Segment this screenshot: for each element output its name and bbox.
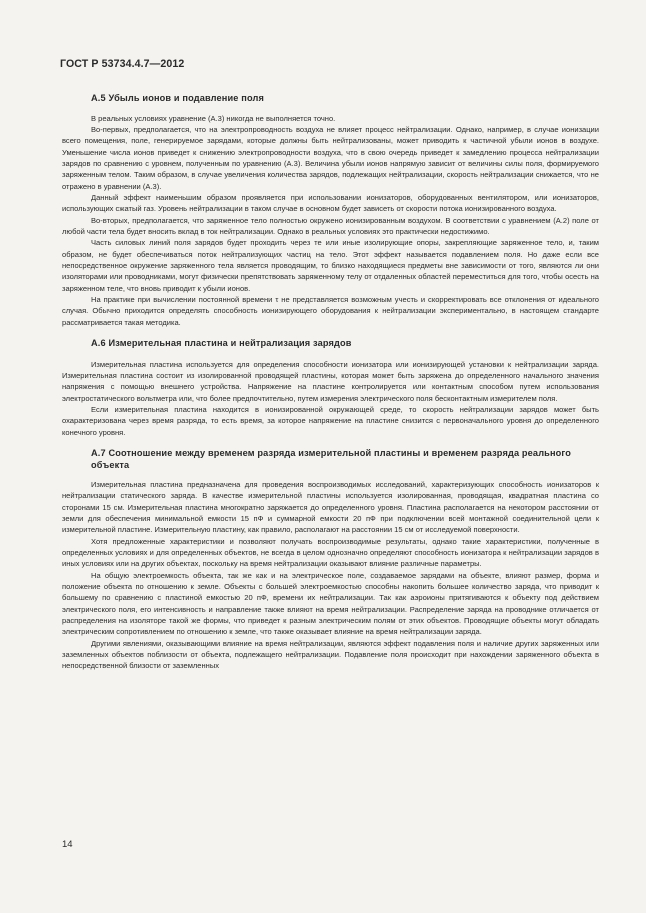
paragraph: Другими явлениями, оказывающими влияние на время нейтрализации, являются эффект подавления поля и наличие других заряженных или заземленных объектов поблизости от объекта, подлежащего нейтрализации. Подавление поля происходит при нахождении заряженного объекта в непосредственной близости от заземленных — [62, 638, 599, 671]
paragraph: Если измерительная пластина находится в ионизированной окружающей среде, то скорость нейтрализации зарядов может быть охарактеризована через время разряда, то есть время, за которое напряжение на пластине снизится с первоначального уровня до определенного конечного уровня. — [62, 404, 599, 437]
section-title: А.5 Убыль ионов и подавление поля — [91, 93, 264, 103]
paragraph: Часть силовых линий поля зарядов будет проходить через те или иные изолирующие опоры, закрепляющие заряженное тело, и, таким образом, не будет обеспечиваться поток нейтрализующих частиц на тело. Этот эффект называется подавлением поля. Но даже если все непосредственное окружение заряженного тела является проводящим, то близко находящиеся предметы вне зависимости от того, являются ли они изоляторами или проводниками, могут физически препятствовать заряженному телу от отдаленных областей переместиться для того, чтобы осесть на заряженном теле, что вновь приводит к убыли ионов. — [62, 238, 599, 293]
paragraph: Измерительная пластина используется для определения способности ионизатора или ионизирующей установки к нейтрализации заряда. Измерительная пластина состоит из изолированной проводящей пластины, которая может быть заряжена до определенного начального значения напряжения с помощью внешнего устройства. Напряжение на пластине контролируется или контактным способом путем использования электростатического вольтметра или, что более предпочтительно, путем измерения электрического поля бесконтактным измерителем поля. — [62, 359, 599, 403]
document-header: ГОСТ Р 53734.4.7—2012 — [60, 58, 185, 70]
paragraph: Измерительная пластина предназначена для проведения воспроизводимых исследований, характеризующих способность ионизаторов к нейтрализации статического заряда. В качестве измерительной пластины используется изолированная, проводящая, квадратная пластина со сторонами 15 см. Измерительная пластина многократно заряжается до определенного уровня. Пластина располагается на некотором расстоянии от земли для обеспечения минимальной емкости 15 пФ и суммарной емкости 20 пФ при подключении всей монтажной соединительной цели к измерительной пластине. Измерительную пластину, как правило, располагают на расстоянии 15 см от исследуемой поверхности. — [62, 479, 599, 535]
paragraph: На практике при вычислении постоянной времени τ не представляется возможным учесть и скорректировать все отклонения от идеального случая. Обычно приходится определять способность ионизирующего оборудования к нейтрализации экспериментально, в настоящем стандарте рассматривается такая методика. — [62, 295, 599, 327]
page-content — [62, 90, 599, 672]
page-number: 14 — [62, 839, 73, 850]
paragraph: На общую электроемкость объекта, так же как и на электрическое поле, создаваемое зарядами на объекте, влияют размер, форма и положение объекта по отношению к земле. Объекты с большей электроемкостью способны накопить большее количество заряда, что приводит к большему по сравнению с пластиной емкостью 20 пФ, времени их нейтрализации. Так как аэроионы притягиваются к объекту под действием электрического поля, его интенсивность и направление также влияют на время нейтрализации. Распределение заряда на проводнике отличается от распределения на изоляторе такой же формы, что приведет к разным электрическим полям от этих объектов. Проводящие объекты могут обладать электрическим сопротивлением по отношению к земле, что также оказывает влияние на время нейтрализации заряда. — [62, 570, 599, 637]
section-a6 — [62, 337, 599, 438]
section-title: А.7 Соотношение между временем разряда измерительной пластины и временем разряда реального объекта — [91, 447, 572, 471]
section-title: А.6 Измерительная пластина и нейтрализация зарядов — [91, 338, 352, 349]
section-a5 — [62, 92, 599, 328]
section-a7 — [62, 447, 599, 672]
paragraph: В реальных условиях уравнение (А.3) никогда не выполняется точно. — [91, 113, 336, 123]
paragraph: Хотя предложенные характеристики и позволяют получать воспроизводимые результаты, однако такие характеристики, полученные в определенных условиях и для определенных объектов, не всегда в целом однозначно определяют способность ионизатора к нейтрализации зарядов в иных условиях или на других объектах, поскольку на время нейтрализации оказывают влияние различные параметры. — [62, 536, 599, 569]
paragraph: Во-первых, предполагается, что на электропроводность воздуха не влияет процесс нейтрализации. Однако, например, в случае ионизации всего помещения, поле, генерируемое зарядами, которые должны быть нейтрализованы, может приводить к частичной убыли ионов в воздухе. Уменьшение числа ионов приведет к снижению электропроводности воздуха, что в свою очередь приведет к замедлению процесса нейтрализации зарядов по сравнению с уровнем, полученным по уравнению (А.3). Величина убыли ионов напрямую зависит от величины силы поля, формируемого заряженным телом. Таким образом, в случае увеличения количества зарядов, подлежащих нейтрализации, скорость нейтрализации снижается, что не отражено в уравнении (А.3). — [62, 124, 599, 191]
paragraph: Во-вторых, предполагается, что заряженное тело полностью окружено ионизированным воздухом. В соответствии с уравнением (А.2) поле от любой части тела будет вносить вклад в ток нейтрализации. Однако в реальных условиях это практически недостижимо. — [62, 215, 599, 236]
paragraph: Данный эффект наименьшим образом проявляется при использовании ионизаторов, оборудованных вентилятором, или ионизаторов, использующих сжатый газ. Уровень нейтрализации в таком случае в основном будет зависеть от скорости потока ионизированного воздуха. — [62, 192, 599, 214]
